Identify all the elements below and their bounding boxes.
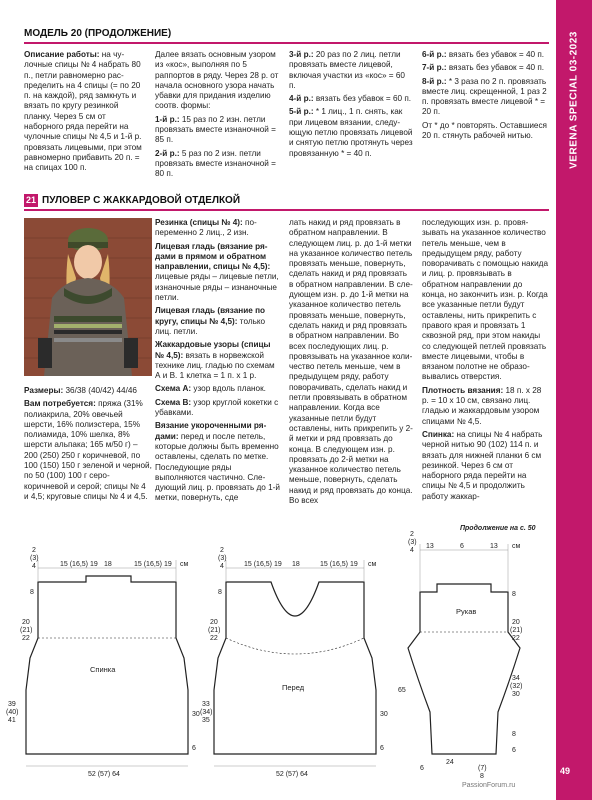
sleeve-len: 65 <box>398 687 406 694</box>
paragraph <box>289 107 413 158</box>
front-yoke1: 8 <box>218 589 222 596</box>
paragraph <box>24 50 146 174</box>
back-top-left: 15 (16,5) 19 <box>60 561 98 568</box>
sleeve-top-left: 13 <box>426 543 434 550</box>
back-label: Спинка <box>90 665 116 674</box>
model21-col4 <box>422 218 551 505</box>
sleeve-side-c: 30 <box>512 691 520 698</box>
page-number: 49 <box>560 766 571 776</box>
paragraph <box>24 399 155 502</box>
paragraph-heading: Вязание укороченными рядами: <box>155 421 267 441</box>
front-body-a: 33 <box>202 701 210 708</box>
paragraph-text: только лиц. петли. <box>155 316 268 336</box>
paragraph-text: * 1 лиц., 1 п. снять, как при лицевом вязании, следующую петлю провязать лицевой и снятую петлю протянуть через провязанную * = 40 п. <box>289 107 415 158</box>
paragraph <box>155 398 280 419</box>
sleeve-bot-b: (7) <box>478 765 487 772</box>
back-yoke-c: 22 <box>22 635 30 642</box>
paragraph-text: 18 п. х 28 р. = 10 х 10 см, связано лиц. гладью и жаккардовым узором спицами № 4,5. <box>422 385 544 426</box>
paragraph <box>155 115 280 146</box>
paragraph <box>155 218 280 239</box>
paragraph-text: пряжа (31% полиакрила, 20% овечьей шерсти, 16% полиэстера, 15% полиамида, 10% шелка, 8% шерсти альпака; 165 м/50 г) – 200 (250) 250 г коричневой, по 100 (150) 150 г зеленой и черной, по 50 (100) 100 г серо-коричневой и серой; спицы № 4 и 4,5; круговые спицы № 4 и 4,5. <box>24 399 155 501</box>
pattern-diagrams <box>0 531 556 800</box>
paragraph <box>422 77 548 118</box>
sleeve-cap-b: 4 <box>410 547 414 554</box>
front-top-right: 15 (16,5) 19 <box>320 561 358 568</box>
paragraph-text: вязать без убавок = 40 п. <box>446 63 545 73</box>
paragraph-text: * 3 раза по 2 п. провязать вместе лиц. скрещенной, 1 раз 2 п. провязать вместе лицевой * = 20 п. <box>422 76 550 117</box>
paragraph-heading: Размеры: <box>24 386 64 395</box>
paragraph-heading: 5-й р.: <box>289 107 314 117</box>
back-band: 6 <box>192 745 196 752</box>
paragraph-text: попеременно 2 лиц., 2 изн. <box>155 218 257 238</box>
paragraph-heading: 2-й р.: <box>155 148 180 158</box>
model21-col1 <box>24 386 155 505</box>
paragraph-heading: Вам потребуется: <box>24 399 96 409</box>
paragraph-text: последующих изн. р. провязывать на указанное количество петель меньше, чем в предыдущем ряду, работу поворачивать с помощью накида и лиц. р. провязывать в обратном направлении до конца, но закончить изн. р. Когда все указанные петли будут оставлены, нить прикрепить с правого края и провязать 1 сквозной ряд, при этом накиды со следующей петлей провязать вместе лицевыми, чтобы в вязаном полотне не образовывались отверстия. <box>422 218 551 382</box>
paragraph-heading: 3-й р.: <box>289 50 314 59</box>
paragraph <box>289 50 413 91</box>
paragraph-text: узор вдоль планок. <box>191 384 266 394</box>
paragraph-heading: 1-й р.: <box>155 114 180 124</box>
sleeve-bottom: 24 <box>446 759 454 766</box>
sleeve-cuff: 8 <box>512 731 516 738</box>
paragraph-heading: Лицевая гладь (вязание рядами в прямом и обратном направлении, спицы № 4,5): <box>155 241 271 272</box>
paragraph-text: на спицы № 4 набрать черной нитью 90 (102) 114 п. и вязать для нижней планки 6 см резинкой. Через 6 см от наборного ряда перейти на спицы № 4,5 и продолжить работу жаккар- <box>422 429 545 501</box>
back-top-mid: 18 <box>104 561 112 568</box>
front-neck-left: (3) <box>218 555 227 562</box>
paragraph-text: узор круглой кокетки с убавками. <box>155 397 281 418</box>
paragraph-heading: 4-й р.: <box>289 94 314 104</box>
back-body-c: 41 <box>8 717 16 724</box>
front-width: 52 (57) 64 <box>276 771 308 778</box>
model21-rule <box>24 209 549 211</box>
back-yoke-b: (21) <box>20 627 33 634</box>
back-neck-left2: 4 <box>32 563 36 570</box>
paragraph-heading: Плотность вязания: <box>422 385 504 395</box>
back-top-right: 15 (16,5) 19 <box>134 561 172 568</box>
paragraph <box>422 50 548 60</box>
front-body-c: 35 <box>202 717 210 724</box>
paragraph-text: 20 раз по 2 лиц. петли провязать вместе лицевой, включая участки из «кос» = 60 п. <box>289 50 408 90</box>
paragraph-heading: Схема В: <box>155 397 192 407</box>
sleeve-top-right: 13 <box>490 543 498 550</box>
sleeve-yoke1: 8 <box>512 591 516 598</box>
continued-note: Продолжение на с. 50 <box>460 525 536 532</box>
front-label: Перед <box>282 683 305 692</box>
back-body-a: 39 <box>8 701 16 708</box>
back-yoke-a: 20 <box>22 619 30 626</box>
back-neck-top: 2 <box>32 547 36 554</box>
paragraph <box>422 121 548 142</box>
front-top-left: 15 (16,5) 19 <box>244 561 282 568</box>
paragraph <box>422 63 548 73</box>
front-yoke-b: (21) <box>208 627 221 634</box>
paragraph <box>155 421 283 503</box>
model21-col3 <box>289 218 413 509</box>
model20-col2 <box>155 50 280 183</box>
model-photo <box>24 218 152 376</box>
sleeve-side-a: 34 <box>512 675 520 682</box>
sleeve-bot-a: 6 <box>420 765 424 772</box>
paragraph-text: лицевые ряды – лицевые петли, изнаночные ряды – изнаночные петли. <box>155 262 281 303</box>
paragraph <box>155 149 280 180</box>
front-unit: см <box>368 561 377 568</box>
sleeve-band: 6 <box>512 747 516 754</box>
model20-col3 <box>289 50 413 162</box>
front-neck-left2: 4 <box>220 563 224 570</box>
back-width: 52 (57) 64 <box>88 771 120 778</box>
sleeve-unit: см <box>512 543 521 550</box>
diagram-front <box>200 547 388 778</box>
model21-col2 <box>155 218 283 507</box>
sleeve-side-b: (32) <box>510 683 523 690</box>
sleeve-yoke-c: 22 <box>512 635 520 642</box>
paragraph <box>155 340 280 381</box>
paragraph-heading: Лицевая гладь (вязание по кругу, спицы № 4,5): <box>155 306 268 326</box>
back-neck-left: (3) <box>30 555 39 562</box>
paragraph-heading: 7-й р.: <box>422 63 447 73</box>
sleeve-top-mid: 6 <box>460 543 464 550</box>
sleeve-yoke-b: (21) <box>510 627 523 634</box>
diagram-sleeve <box>398 531 522 780</box>
paragraph <box>155 384 280 394</box>
paragraph-heading: Жаккардовые узоры (спицы № 4,5): <box>155 340 273 360</box>
sleeve-cap-top: 2 <box>410 531 414 538</box>
model20-col4 <box>422 50 548 144</box>
front-top-mid: 18 <box>292 561 300 568</box>
brand-label: VERENA SPECIAL 03-2023 <box>568 31 580 169</box>
back-side: 30 <box>192 711 200 718</box>
paragraph-text: От * до * повторять. Оставшиеся 20 п. стянуть рабочей нитью. <box>422 120 550 141</box>
paragraph-text: на чулочные спицы № 4 набрать 80 п., петли равномерно распределить на 4 спицы (= по 20 п. на каждой), ряд замкнуть и вязать по кругу резинкой планку. Через 5 см от наборного ряда перейти на чулочные спицы № 4,5 и 1-й р. провязать лицевыми, при этом равномерно прибавить 20 п. = на спицах 100 п. <box>24 50 145 173</box>
front-neck-top: 2 <box>220 547 224 554</box>
paragraph <box>422 386 548 427</box>
model21-title: ПУЛОВЕР С ЖАККАРДОВОЙ ОТДЕЛКОЙ <box>42 195 241 206</box>
model20-rule <box>24 42 549 44</box>
paragraph-heading: Резинка (спицы № 4): <box>155 218 243 227</box>
front-yoke-a: 20 <box>210 619 218 626</box>
paragraph <box>155 242 280 304</box>
model21-col3-text: лать накид и ряд провязать в обратном направлении. В следующем лиц. р. до 1-й метки на указанное количество петель провязать меньше, повернуть, сделать накид и ряд провязать в обратном направлении. В следующем изн. р. до 1-й метки на указанное количество петель провязать меньше, повернуть, сделать накид и ряд провязать в обратном направлении. Во всех последующих лиц. р. провязывать на указанное количество петель меньше, чем в предыдущем ряду, работу поворачивать, сделать накид и петли провязывать в обратном направлении. Когда все указанные петли будут оставлены, нить прикрепить у 2-й метки и ряд провязать до конца. В следующем изн. р. провязать до 2-й метки на указанное количество петель меньше, повернуть, сделать накид и ряд провязать до конца. Во всех <box>289 218 415 506</box>
footer-watermark: PassionForum.ru <box>462 782 516 789</box>
front-yoke-c: 22 <box>210 635 218 642</box>
sleeve-label: Рукав <box>456 607 477 616</box>
paragraph <box>155 50 280 112</box>
sleeve-yoke-a: 20 <box>512 619 520 626</box>
model21-number: 21 <box>25 195 36 205</box>
paragraph-heading: 8-й р.: <box>422 76 447 86</box>
sleeve-cap-a: (3) <box>408 539 417 546</box>
back-body-b: (40) <box>6 709 19 716</box>
paragraph-text: 5 раз по 2 изн. петли провязать вместе изнаночной = 80 п. <box>155 148 279 179</box>
paragraph <box>289 94 413 104</box>
paragraph <box>155 306 280 337</box>
paragraph <box>422 218 551 383</box>
paragraph-text: вязать без убавок = 40 п. <box>446 50 545 59</box>
paragraph-heading: Спинка: <box>422 429 455 439</box>
sleeve-bot-c: 8 <box>480 773 484 780</box>
paragraph <box>422 430 548 502</box>
paragraph-text: вязать в норвежской технике лиц. гладью по схемам А и В. 1 клетка = 1 п. х 1 р. <box>155 350 277 381</box>
paragraph-text: перед и после петель, которые должны быть временно оставлены, сделать по метке. Последующие ряды выполняются частично. Следующий лиц. р. провязать до 1-й метки, повернуть, сде <box>155 431 283 503</box>
front-body-b: (34) <box>200 709 213 716</box>
paragraph-text: вязать без убавок = 60 п. <box>313 94 412 104</box>
model20-col1 <box>24 50 146 177</box>
paragraph-text: Далее вязать основным узором из «кос», выполняя по 5 раппортов в ряду. Через 28 р. от начала основного узора начать убавки для придания изделию соотв. формы: <box>155 50 281 111</box>
paragraph-heading: Описание работы: <box>24 50 100 59</box>
diagram-back <box>6 547 200 778</box>
paragraph-heading: Схема А: <box>155 384 192 394</box>
paragraph-heading: 6-й р.: <box>422 50 447 59</box>
paragraph-text: 36/38 (40/42) 44/46 <box>63 386 137 395</box>
back-yoke1: 8 <box>30 589 34 596</box>
model20-title: МОДЕЛЬ 20 (ПРОДОЛЖЕНИЕ) <box>24 28 172 39</box>
front-side: 30 <box>380 711 388 718</box>
front-band: 6 <box>380 745 384 752</box>
back-unit: см <box>180 561 189 568</box>
paragraph <box>24 386 152 396</box>
paragraph-text: 15 раз по 2 изн. петли провязать вместе изнаночной = 85 п. <box>155 114 279 145</box>
